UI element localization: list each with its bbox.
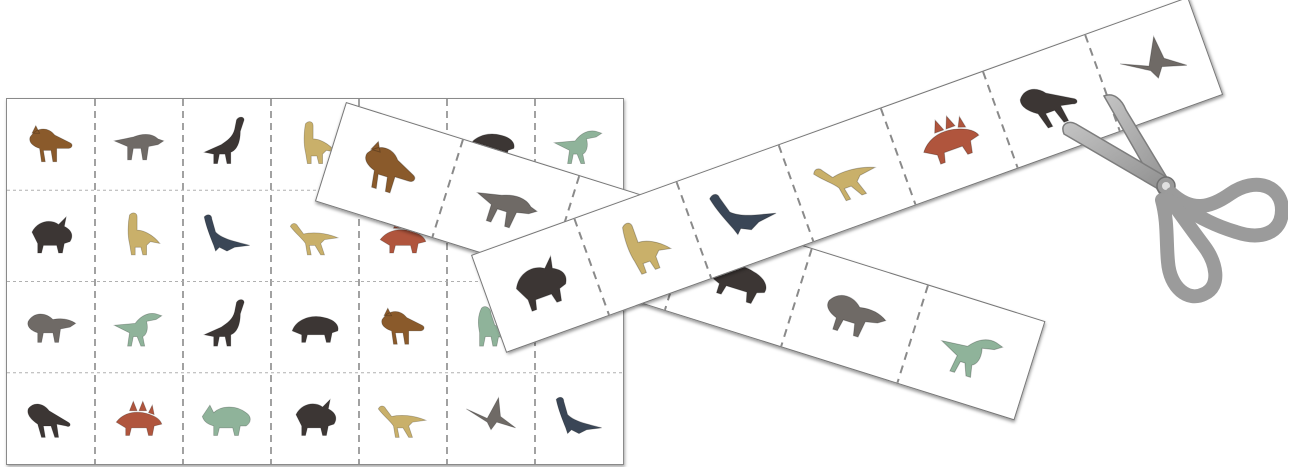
pteranodon-icon [466,397,515,429]
elasmosaurus-icon [709,177,779,240]
dilophosaurus-icon [382,308,424,344]
cut-line-vertical [781,249,812,346]
dilophosaurus-icon [30,126,72,162]
gallimimus-icon [378,406,426,437]
cut-line-vertical [432,140,463,237]
iguanodon-icon [28,314,76,342]
stegosaur-icon [915,108,984,168]
stegosaur-icon [116,401,162,435]
carnotaurus-icon [114,134,163,159]
coelophysis-icon [554,131,602,164]
brachiosaurus-icon [204,117,244,164]
gallimimus-icon [812,150,882,208]
elasmosaurus-icon [556,397,602,433]
plateosaurus-icon [128,213,160,255]
plateosaurus-icon [620,212,676,275]
cut-line-vertical [897,285,928,382]
pteranodon-icon [1115,29,1188,89]
gallimimus-icon [290,224,338,255]
triceratops-icon [202,405,250,435]
elasmosaurus-icon [204,215,250,251]
coelophysis-icon [934,326,1004,383]
cut-line-vertical [779,145,814,241]
cut-line-vertical [983,72,1018,168]
dilophosaurus-icon [357,139,422,199]
scissors-icon[interactable] [1060,90,1288,305]
carnotaurus-icon [470,185,539,234]
einiosaurus-icon [510,254,573,314]
brachiosaurus-icon [204,300,244,347]
cut-line-vertical [677,182,712,278]
cut-line-vertical [574,219,609,315]
coelophysis-icon [114,313,162,346]
ankylosaurus-icon [292,316,338,342]
einiosaurus-icon [296,399,336,435]
einiosaurus-icon [32,217,72,253]
iguanodon-icon [821,291,889,343]
cut-line-vertical [881,108,916,204]
allosaurus-icon [28,404,70,437]
